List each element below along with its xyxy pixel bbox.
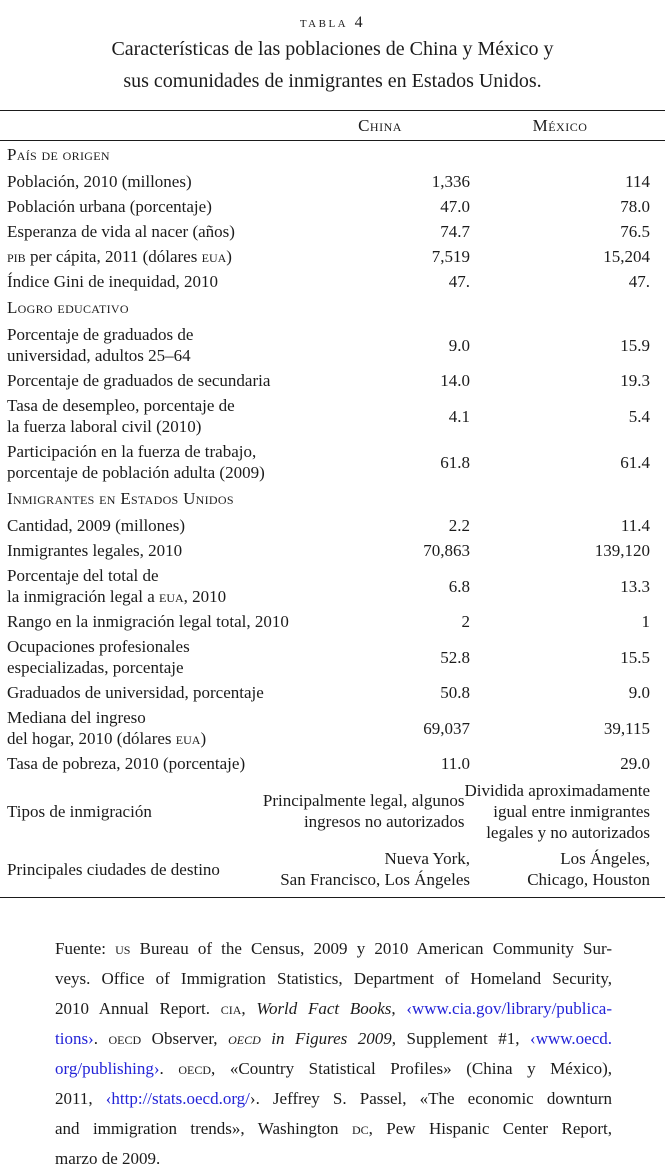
column-header-mexico: México <box>532 115 588 135</box>
text-segment: , Supplement #1, <box>391 1029 531 1048</box>
row-label-line: Tasa de desempleo, porcentaje de <box>7 396 235 415</box>
row-label-line: Porcentaje del total de <box>7 566 159 585</box>
china-value <box>262 776 465 846</box>
china-value <box>290 751 470 776</box>
source-link[interactable]: org/publishing› <box>55 1059 160 1078</box>
table-row <box>0 751 665 776</box>
row-label <box>0 705 290 751</box>
mexico-value <box>470 244 665 269</box>
mexico-value-line: 13.3 <box>620 576 650 596</box>
row-label <box>0 609 290 634</box>
row-label <box>0 169 290 194</box>
mexico-value <box>470 846 665 892</box>
table-row <box>0 609 665 634</box>
text-segment: , <box>391 999 407 1018</box>
china-value-line: 61.8 <box>440 452 470 472</box>
mexico-value-line: 5.4 <box>628 406 650 426</box>
china-value <box>290 322 470 368</box>
source-line <box>55 964 612 994</box>
mexico-value <box>470 538 665 563</box>
row-label-line <box>7 246 232 267</box>
text-segment: us <box>115 939 131 958</box>
china-value <box>290 439 470 485</box>
section-label: País de origen <box>7 145 110 164</box>
row-label <box>0 776 284 846</box>
row-label-line: Inmigrantes legales, 2010 <box>7 541 183 560</box>
text-segment: per cápita, 2011 (dólares <box>25 247 202 266</box>
table-row <box>0 513 665 538</box>
table-row <box>0 634 665 680</box>
row-label-line: Índice Gini de inequidad, 2010 <box>7 272 219 291</box>
mexico-value <box>470 368 665 393</box>
text-segment: marzo de 2009. <box>55 1149 161 1168</box>
row-label <box>0 393 290 439</box>
text-segment: Observer, <box>141 1029 229 1048</box>
mexico-value <box>470 634 665 680</box>
column-header-china: China <box>358 115 402 135</box>
source-line <box>55 1024 612 1054</box>
section-header-row <box>0 294 665 322</box>
mexico-value-line: 9.0 <box>628 683 650 702</box>
china-value-line: 11.0 <box>440 754 470 773</box>
row-label-line: Población urbana (porcentaje) <box>7 197 212 216</box>
mexico-value-line: 15,204 <box>603 247 650 266</box>
text-segment: oecd <box>108 1029 142 1048</box>
row-label-line: Tasa de pobreza, 2010 (porcentaje) <box>7 754 246 773</box>
mexico-value-line: 78.0 <box>620 197 650 216</box>
china-value-line: 52.8 <box>440 647 470 667</box>
mexico-value-line: 29.0 <box>620 754 650 773</box>
table-row <box>0 322 665 368</box>
mexico-value-line: 47. <box>628 272 650 291</box>
table-row <box>0 680 665 705</box>
mexico-value-line: 114 <box>625 172 650 191</box>
table-row <box>0 393 665 439</box>
china-value-line: 7,519 <box>431 247 470 266</box>
row-label-line: la fuerza laboral civil (2010) <box>7 417 202 436</box>
text-segment: , Pew Hispanic Center Report, <box>368 1119 612 1138</box>
text-segment: ›. Jeffrey S. Passel, «The economic downturn <box>249 1089 612 1108</box>
china-value <box>290 194 470 219</box>
row-label-line: Mediana del ingreso <box>7 708 146 727</box>
mexico-value-line: Los Ángeles, <box>560 849 650 868</box>
source-line <box>55 994 612 1024</box>
mexico-value <box>470 439 665 485</box>
mexico-value <box>464 776 665 846</box>
row-label-line: Participación en la fuerza de trabajo, <box>7 442 257 461</box>
row-label <box>0 194 290 219</box>
text-segment: 2011, <box>55 1089 106 1108</box>
row-label-line: universidad, adultos 25–64 <box>7 346 191 365</box>
china-value-line: 2 <box>461 612 470 631</box>
mexico-value <box>470 322 665 368</box>
mexico-value-line: 15.9 <box>620 335 650 355</box>
mexico-value-line: 76.5 <box>620 222 650 241</box>
text-segment: eua <box>159 587 184 606</box>
source-link[interactable]: tions› <box>55 1029 94 1048</box>
china-value-line: Nueva York, <box>384 849 470 868</box>
row-label <box>0 751 290 776</box>
china-value <box>290 219 470 244</box>
table-row <box>0 269 665 294</box>
china-value-line: 14.0 <box>440 371 470 390</box>
text-segment: . <box>159 1059 179 1078</box>
mexico-value-line: legales y no autorizados <box>486 822 650 842</box>
table-row <box>0 705 665 751</box>
row-label-line: Porcentaje de graduados de secundaria <box>7 371 271 390</box>
table-row <box>0 194 665 219</box>
china-value-line: San Francisco, Los Ángeles <box>280 870 470 889</box>
mexico-value <box>470 393 665 439</box>
mexico-value-line: 39,115 <box>603 718 650 738</box>
row-label-line <box>7 728 206 749</box>
row-label <box>0 322 290 368</box>
row-label <box>0 439 290 485</box>
china-value-line: 2.2 <box>448 516 470 535</box>
table-header-row <box>0 111 665 141</box>
mexico-value-line: 1 <box>641 612 650 631</box>
text-segment: , «Country Statistical Profiles» (China y México), <box>211 1059 612 1078</box>
mexico-value-line: igual entre inmigrantes <box>493 801 650 821</box>
table-row <box>0 563 665 609</box>
mexico-value <box>470 513 665 538</box>
table-title-line-2: sus comunidades de inmigrantes en Estados Unidos. <box>123 70 542 92</box>
text-segment: del hogar, 2010 (dólares <box>7 729 176 748</box>
text-segment: oecd <box>178 1059 212 1078</box>
table-row <box>0 169 665 194</box>
text-segment: Fuente: <box>55 939 116 958</box>
china-value-line: 1,336 <box>431 172 470 191</box>
source-line <box>55 934 612 964</box>
china-value <box>290 705 470 751</box>
mexico-value <box>470 169 665 194</box>
section-label: Logro educativo <box>7 298 129 317</box>
row-label <box>0 634 290 680</box>
table-row <box>0 368 665 393</box>
china-value <box>290 269 470 294</box>
source-line <box>55 1054 612 1084</box>
source-link[interactable]: ‹www.cia.gov/library/publica- <box>406 999 612 1018</box>
row-label-line: Esperanza de vida al nacer (años) <box>7 222 235 241</box>
china-value-line: 70,863 <box>423 541 470 560</box>
text-segment: cia <box>220 999 242 1018</box>
text-segment: , <box>241 999 257 1018</box>
row-label-line: porcentaje de población adulta (2009) <box>7 463 265 482</box>
source-line <box>55 1144 612 1174</box>
mexico-value-line: 15.5 <box>620 647 650 667</box>
section-header-row <box>0 485 665 513</box>
source-line <box>55 1084 612 1114</box>
mexico-value-line: 139,120 <box>594 541 650 560</box>
table-row <box>0 219 665 244</box>
text-segment: eua <box>175 729 201 748</box>
text-segment: la inmigración legal a <box>7 587 159 606</box>
mexico-value <box>470 609 665 634</box>
china-value-line: 47.0 <box>440 197 470 216</box>
section-label: Inmigrantes en Estados Unidos <box>7 489 234 508</box>
text-segment: eua <box>201 247 227 266</box>
row-label <box>0 513 290 538</box>
mexico-value-line: Dividida aproximadamente <box>464 780 650 800</box>
china-value <box>290 634 470 680</box>
row-label-line: especializadas, porcentaje <box>7 658 184 677</box>
text-segment: World Fact Books <box>256 999 392 1018</box>
mexico-value <box>470 751 665 776</box>
china-value-line: 4.1 <box>448 406 470 426</box>
text-segment: veys. Office of Immigration Statistics, Department of Homeland Security, <box>55 969 612 988</box>
table-row <box>0 776 665 846</box>
mexico-value-line: 61.4 <box>620 452 650 472</box>
text-segment: ) <box>226 247 232 266</box>
china-value <box>290 538 470 563</box>
mexico-value <box>470 194 665 219</box>
source-link[interactable]: ‹http://stats.oecd.org/ <box>105 1089 250 1108</box>
text-segment: , 2010 <box>183 587 227 606</box>
china-value-line: 74.7 <box>440 222 470 241</box>
table-title-block <box>0 0 665 97</box>
mexico-value <box>470 680 665 705</box>
china-value-line: Principalmente legal, algunos <box>262 791 465 810</box>
mexico-value-line: Chicago, Houston <box>527 870 650 889</box>
table-row <box>0 846 665 892</box>
source-note <box>55 934 612 1174</box>
table-row <box>0 439 665 485</box>
table-row <box>0 244 665 269</box>
source-line <box>55 1114 612 1144</box>
china-value-line: 47. <box>448 272 470 291</box>
mexico-value-line: 19.3 <box>620 371 650 390</box>
row-label <box>0 563 290 609</box>
text-segment: . <box>93 1029 109 1048</box>
text-segment: pib <box>7 247 26 266</box>
row-label <box>0 269 290 294</box>
table-body <box>0 141 665 898</box>
text-segment: ) <box>200 729 207 748</box>
row-label-line: Ocupaciones profesionales <box>7 637 190 656</box>
row-label-line: Principales ciudades de destino <box>7 859 220 879</box>
row-label-line: Cantidad, 2009 (millones) <box>7 516 186 535</box>
statistics-table <box>0 110 665 898</box>
row-label <box>0 846 290 892</box>
row-label <box>0 538 290 563</box>
row-label-line: Porcentaje de graduados de <box>7 325 194 344</box>
china-value <box>290 609 470 634</box>
table-title-line-1: Características de las poblaciones de China y México y <box>111 38 554 60</box>
table-row <box>0 538 665 563</box>
text-segment: 2010 Annual Report. <box>55 999 221 1018</box>
china-value-line: 50.8 <box>440 683 470 702</box>
text-segment: in Figures 2009 <box>260 1029 392 1048</box>
text-segment: Bureau of the Census, 2009 y 2010 American Community Sur- <box>130 939 612 958</box>
china-value-line: 9.0 <box>448 335 470 355</box>
row-label <box>0 244 290 269</box>
china-value <box>290 169 470 194</box>
mexico-value <box>470 219 665 244</box>
mexico-value <box>470 269 665 294</box>
row-label-line: Rango en la inmigración legal total, 2010 <box>7 612 289 631</box>
china-value <box>290 680 470 705</box>
row-label-line: Población, 2010 (millones) <box>7 172 192 191</box>
mexico-value <box>470 563 665 609</box>
china-value-line: ingresos no autorizados <box>303 812 465 831</box>
mexico-value <box>470 705 665 751</box>
row-label <box>0 219 290 244</box>
text-segment: oecd <box>228 1029 261 1048</box>
text-segment: and immigration trends», Washington <box>55 1119 352 1138</box>
china-value-line: 6.8 <box>448 576 470 596</box>
china-value <box>290 244 470 269</box>
source-link[interactable]: ‹www.oecd. <box>530 1029 613 1048</box>
section-header-row <box>0 141 665 169</box>
mexico-value-line: 11.4 <box>620 516 650 535</box>
china-value <box>290 368 470 393</box>
row-label <box>0 368 290 393</box>
text-segment: dc <box>351 1119 369 1138</box>
china-value <box>290 563 470 609</box>
row-label-line <box>7 586 226 607</box>
china-value-line: 69,037 <box>423 718 470 738</box>
row-label <box>0 680 290 705</box>
china-value <box>280 846 470 892</box>
china-value <box>290 513 470 538</box>
row-label-line: Graduados de universidad, porcentaje <box>7 683 264 702</box>
china-value <box>290 393 470 439</box>
table-number-tag: tabla 4 <box>299 14 366 31</box>
row-label-line: Tipos de inmigración <box>7 801 152 821</box>
